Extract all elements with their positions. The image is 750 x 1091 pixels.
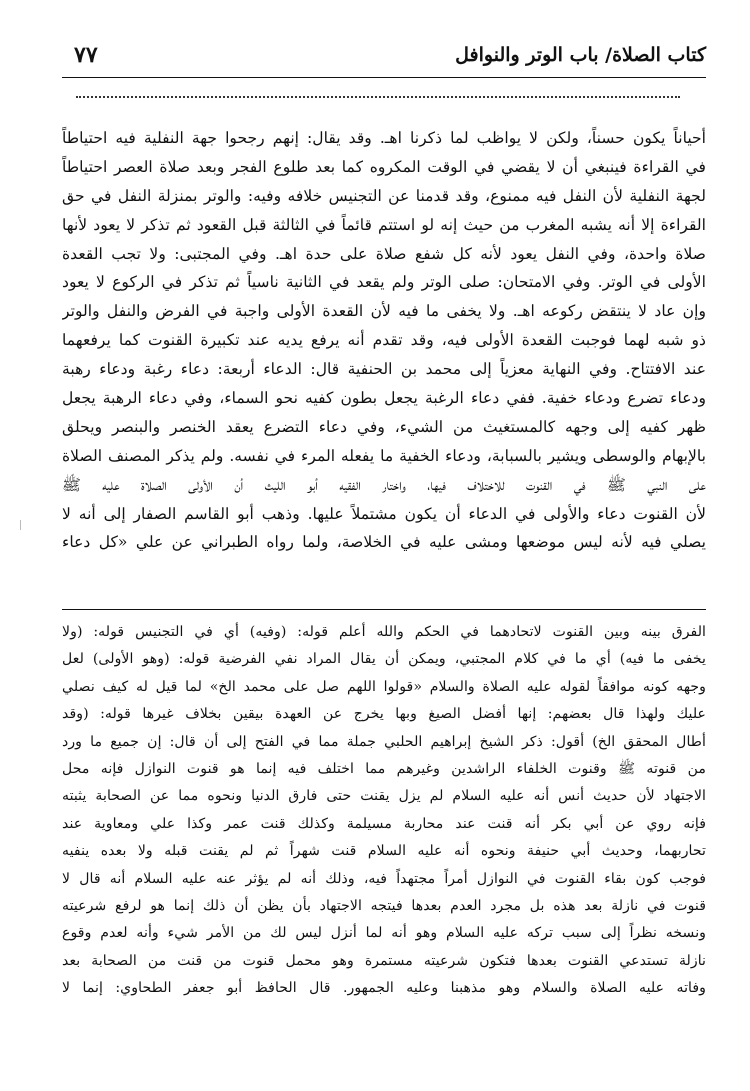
footnote-line: الفرق بينه وبين القنوت لاتحادهما في الحكم والله أعلم قوله: (وفيه) أي في التجنيس قوله: (ولا [62, 624, 706, 640]
footnote-line: يخفى ما فيه) أي ما في كلام المجتبي، ويمكن أن يقال المراد نفي الفرضية قوله: (وهو الأولى) لعل [62, 651, 706, 668]
running-header [62, 40, 706, 74]
main-line: ذو شبه لهما فوجبت القعدة الأولى فيه، وقد تقدم أنه يرفع يديه عند تكبيرة القنوت كما يرفعهما [62, 331, 706, 350]
footnote-line: فإنه روي عن أبي بكر أنه قنت عند محاربة مسيلمة وكذلك قنت عمر وكذا علي ومعاوية عند [62, 815, 706, 832]
page-number: ٧٧ [74, 42, 98, 68]
footnote-line: ونسخه نظراً إلى سبب تركه عليه السلام وهو أنه لما أنزل ليس لك من الأمر شيء وأنه لعدم وقوع [62, 925, 706, 942]
main-line: لجهة النفلية لأن النفل فيه ممنوع، وقد قدمنا عن التجنيس خلافه وفيه: والوتر بمنزلة النفل في حق [62, 186, 706, 205]
main-line: في القراءة فينبغي أن لا يقضي في الوقت المكروه كما بعد طلوع الفجر وبعد صلاة العصر احتياطاً [62, 157, 706, 176]
main-line: القراءة إلا أنه يشبه المغرب من حيث إنه لو استتم قائماً في الثالثة قبل القعود ثم تذكر لا يعود لأنها [62, 215, 706, 234]
footnote-text [62, 619, 706, 1002]
footnote-line: عليك ولهذا قال بعضهم: إنها أفضل الصيغ وبها يخرج عن العهدة بيقين بخلاف غيرها قوله: (وقد [62, 706, 706, 723]
main-line: وإن عاد لا ينتقض ركوعه اهـ. ولا يخفى ما فيه لأن القعدة الأولى واجبة في الفرض والنفل والوتر [62, 302, 706, 321]
footnote-line: نازلة تستدعي القنوت بعدها فتكون شرعيته مستمرة وهو محمل قنوت من قنت من الصحابة بعد [62, 952, 706, 969]
main-line: ظهر كفيه إلى وجهه كالمستغيث من الشيء، وفي دعاء التضرع يعقد الخنصر والبنصر ويحلق [62, 417, 706, 436]
footnote-line: قنوت في نازلة بعد هذه بل مجرد العدم بعدها فيتجه الاجتهاد بأن يظن أن ذلك إنما هو لرفع شرعيته [62, 897, 706, 914]
scan-margin-mark [20, 520, 25, 530]
main-line: أحياناً يكون حسناً، ولكن لا يواظب لما ذكرنا اهـ. وقد يقال: إنهم رجحوا جهة النفلية فيه احتياطاً [62, 129, 706, 147]
main-text [62, 124, 706, 557]
dotted-separator [76, 96, 680, 98]
main-line: ودعاء تضرع ودعاء خفية. ففي دعاء الرغبة يجعل بطون كفيه نحو السماء، وفي دعاء الرهبة يجعل [62, 389, 706, 408]
footnote-line: تحاربهما، وحديث أبي حنيفة ونحوه أنه عليه السلام قنت شهراً ثم لم يقنت قبله ولا بعده ينفيه [62, 843, 706, 860]
header-rule [62, 77, 706, 78]
main-line: بالإبهام والوسطى ويشير بالسبابة، ودعاء الخفية ما يفعله المرء في نفسه. ولم يذكر المصنف الصلاة [62, 446, 706, 465]
main-line: لأن القنوت دعاء والأولى في الدعاء أن يكون مشتملاً عليها. وذهب أبو القاسم الصفار إلى أنه لا [62, 504, 706, 523]
main-line: يصلي فيه لأنه ليس موضعها ومشى عليه في الخلاصة، ولما رواه الطبراني عن علي «كل دعاء [62, 533, 706, 552]
footnote-line: أطال المحقق الخ) أقول: ذكر الشيخ إبراهيم الحلبي جملة مما في الفتح إلى أن قال: إن جميع ما ورد [62, 733, 706, 750]
main-line: الأولى في الوتر. وفي الامتحان: صلى الوتر ولم يقعد في الثانية ناسياً ثم تذكر في الركوع لا يعود [62, 273, 706, 292]
footnote-line: من قنوته ﷺ وقنوت الخلفاء الراشدين وغيرهم مما اختلف فيه إنما هو قنوت النوازل فإنه محل [62, 760, 706, 777]
main-line: على النبي ﷺ في القنوت للاختلاف فيها، واختار الفقيه أبو الليث أن الأولى الصلاة عليه ﷺ [62, 475, 706, 494]
chapter-title: كتاب الصلاة/ باب الوتر والنوافل [455, 44, 706, 66]
main-line: عند الافتتاح. وفي النهاية معزياً إلى محمد بن الحنفية قال: الدعاء أربعة: دعاء رغبة ودعاء رهبة [62, 360, 706, 379]
main-line: صلاة واحدة، وفي النفل يعود لأنه كل شفع صلاة على حدة اهـ. وفي المجتبى: ولا تجب القعدة [62, 244, 706, 263]
footnote-line: وجهه كونه موافقاً لقوله عليه الصلاة والسلام «قولوا اللهم صل على محمد الخ» لما قيل له كيف نصلي [62, 678, 706, 695]
footnote-rule [62, 609, 706, 610]
footnote-line: فوجب كون بقاء القنوت في النوازل أمراً مجتهداً فيه، وذلك أنه لم يؤثر عنه عليه السلام أنه قال لا [62, 870, 706, 887]
footnote-line: الاجتهاد لأن حديث أنس أنه عليه السلام لم يزل يقنت حتى فارق الدنيا ونحوه مما عن الصحابة يثبته [62, 788, 706, 805]
footnote-line: وفاته عليه الصلاة والسلام وهو مذهبنا وعليه الجمهور. قال الحافظ أبو جعفر الطحاوي: إنما لا [62, 980, 706, 997]
